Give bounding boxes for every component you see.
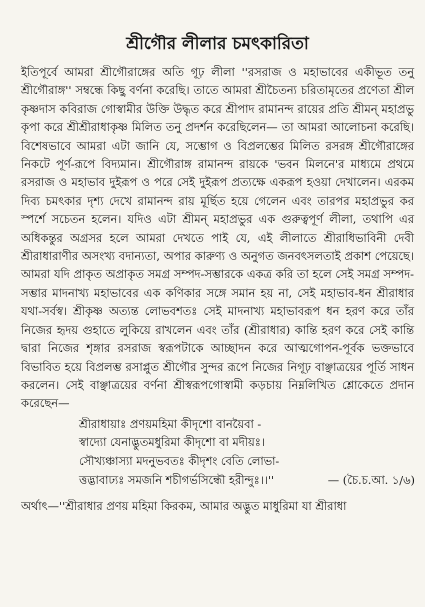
verse-line-1: শ্রীরাধায়াঃ প্রণয়মহিমা কীদৃশো বানয়ৈবা - xyxy=(79,416,262,431)
page-title: শ্রীগৌর লীলার চমৎকারিতা xyxy=(126,34,309,54)
body-paragraph: ইতিপূর্বে আমরা শ্রীগৌরাঙ্গের অতি গূঢ় লীলা ''রসরাজ ও মহাভাবের একীভূত তনু শ্রীগৌরাঙ্গ'' সম্বন্ধে কিছু বর্ণনা করেছি। তাতে আমরা শ্রীচৈতন্য চরিতামৃতের প্রণেতা শ্রীল কৃষ্ণদাস কবিরাজ গোস্বামীর উক্তি উদ্ধৃত করে শ্রীপাদ রামানন্দ রায়ের প্রতি শ্রীমন্ মহাপ্রভু কৃপা করে শ্রীশ্রীরাধাকৃষ্ণ মিলিত তনু প্রদর্শন করেছিলেন— তা আমরা আলোচনা করেছি। বিশেষভাবে আমরা এটা জানি যে, সম্ভোগ ও বিপ্রলম্ভের মিলিত রসরঙ্গ শ্রীগৌরাঙ্গের নিকটে পূর্ণ-রূপে বিদ্যমান। শ্রীগৌরাঙ্গ রামানন্দ রায়কে 'ভবন মিলনে'র মাধ্যমে প্রথমে রসরাজ ও মহাভাব দুইরূপ ও পরে সেই দুইরূপ প্রত্যক্ষে একরূপ হওয়া দেখালেন। এরকম দিব্য চমৎকার দৃশ্য দেখে রামানন্দ রায় মূর্ছিত হয়ে গেলেন এবং তারপর মহাপ্রভুর কর স্পর্শে সচেতন হলেন। যদিও এটা শ্রীমন্ মহাপ্রভুর এক গুরুত্বপূর্ণ লীলা, তথাপি এর অধিকন্তুর অগ্রসর হলে আমরা দেখতে পাই যে, এই লীলাতে শ্রীরাধিভাবিনী দেবী শ্রীরাধারাণীর অসংখ্য বদান্যতা, অপার কারুণ্য ও অনুগত জনবৎসলতাই প্রকাশ পেয়েছে। আমরা যদি প্রাকৃত অপ্রাকৃত সমগ্র সম্পদ-সম্ভারকে একত্র করি তা হলে সেই সমগ্র সম্পদ-সম্ভার মাদনাখ্য মহাভাবের এক কণিকার সঙ্গে সমান হয় না, সেই মহাভাব-ধন শ্রীরাধার যথা-সর্বস্ব। শ্রীকৃষ্ণ অত্যন্ত লোভবশতঃ সেই মাদনাখ্য মহাভাবরূপ ধন হরণ করে তাঁর নিজের হৃদয় গুহাতে লুকিয়ে রাখলেন এবং তাঁর (শ্রীরাধার) কান্তি হরণ করে সেই কান্তি দ্বারা নিজের শৃঙ্গার রসরাজ স্বরূপটাকে আচ্ছাদন করে আত্মগোপন-পূর্বক ভক্তভাবে বিভাবিত হয়ে বিপ্রলম্ভ রসাপ্লুত শ্রীগৌর সুন্দর রূপে নিজের নিগূঢ় বাঞ্ছাত্রয়ের পূর্তি সাধন করলেন। সেই বাঞ্ছাত্রয়ের বর্ণনা শ্রীস্বরূপগোস্বামী কড়চায় নিম্নলিখিত শ্লোকেতে প্রদান করেছেন— xyxy=(21,65,414,411)
verse-reference: — (চৈ.চ.আ. ১/৬) xyxy=(327,472,415,487)
verse-line-2: স্বাদ্যো যেনাদ্ভুতমধুরিমা কীদৃশো বা মদীয়ঃ। xyxy=(79,435,265,450)
verse-line-4: ত্তদ্ভাবাঢ্যঃ সমজনি শচীগর্ভসিন্ধৌ হরীন্দুঃ।।'' xyxy=(79,472,275,487)
verse-line-4-row xyxy=(79,471,415,490)
footer-line: অর্থাৎ—''শ্রীরাধার প্রণয় মহিমা কিরকম, আমার অদ্ভুত মাধুরিমা যা শ্রীরাধা xyxy=(21,499,347,514)
sanskrit-verse xyxy=(79,415,415,489)
verse-line-3: সৌখ্যঞ্চাস্যা মদনুভবতঃ কীদৃশং বেতি লোভা- xyxy=(79,453,280,468)
